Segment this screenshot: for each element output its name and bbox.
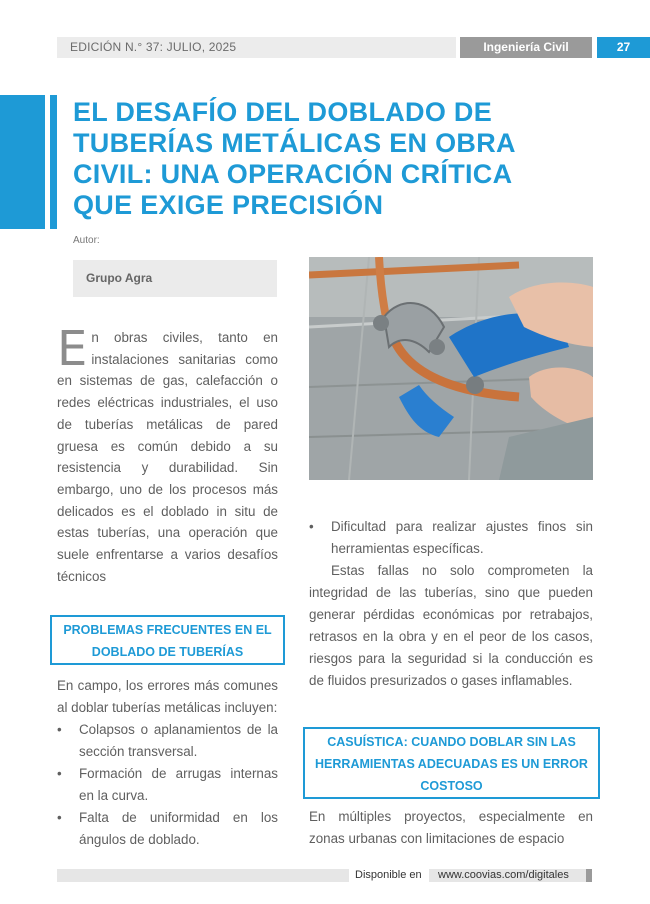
section-heading-case-study: CASUÍSTICA: CUANDO DOBLAR SIN LAS HERRAMIENTAS ADECUADAS ES UN ERROR COSTOSO	[303, 727, 600, 799]
bullet-icon: •	[57, 766, 62, 781]
author-label: Autor:	[73, 235, 100, 246]
bullet-icon: •	[57, 810, 62, 825]
title-accent-stripe	[50, 95, 57, 229]
list-item: • Dificultad para realizar ajustes finos sin herramientas específicas.	[309, 516, 593, 560]
footer-end-block	[586, 869, 592, 882]
bullet-icon: •	[309, 519, 314, 534]
footer-available-label: Disponible en	[349, 869, 429, 882]
list-item: • Colapsos o aplanamientos de la sección transversal.	[57, 719, 278, 763]
section1-lead: En campo, los errores más comunes al doblar tuberías metálicas incluyen:	[57, 678, 278, 715]
pipe-bending-photo	[309, 257, 593, 480]
list-item: • Formación de arrugas internas en la curva.	[57, 763, 278, 807]
bullet-icon: •	[57, 722, 62, 737]
page-number: 27	[597, 37, 650, 58]
problems-list	[57, 719, 278, 851]
article-title: EL DESAFÍO DEL DOBLADO DE TUBERÍAS METÁLICAS EN OBRA CIVIL: UNA OPERACIÓN CRÍTICA QUE EXIGE PRECISIÓN	[73, 97, 515, 220]
photo-illustration	[309, 257, 593, 480]
column-left-body	[57, 675, 278, 851]
case-study-paragraph: En múltiples proyectos, especialmente en zonas urbanas con limitaciones de espacio	[309, 809, 593, 846]
author-name: Grupo Agra	[73, 260, 277, 297]
problems-list-continued	[309, 516, 593, 560]
edition-label: EDICIÓN N.° 37: JULIO, 2025	[70, 40, 237, 54]
list-item: • Falta de uniformidad en los ángulos de doblado.	[57, 807, 278, 851]
section-tag: Ingeniería Civil	[460, 37, 592, 58]
intro-paragraph	[57, 321, 278, 587]
column-right-body	[309, 516, 593, 692]
section-heading-problems: PROBLEMAS FRECUENTES EN EL DOBLADO DE TUBERÍAS	[50, 615, 285, 665]
drop-cap: E	[57, 321, 88, 377]
intro-text: n obras civiles, tanto en instalaciones sanitarias como en sistemas de gas, calefacción o redes eléctricas industriales, el uso de tuberías metálicas de pared gruesa es común debido a su resistencia y durabilidad. Sin embargo, uno de los procesos más delicados es el doblado in situ de estas tuberías, una operación que suele enfrentarse a varios desafíos técnicos	[57, 330, 278, 584]
consequences-paragraph: Estas fallas no solo comprometen la integridad de las tuberías, sino que pueden generar pérdidas económicas por retrabajos, retrasos en la obra y en el peor de los casos, riesgos para la seguridad si la conducción es de fluidos presurizados o gases inflamables.	[309, 563, 593, 688]
footer-url-link[interactable]: www.coovias.com/digitales	[432, 869, 575, 882]
title-accent-bar	[0, 95, 45, 229]
